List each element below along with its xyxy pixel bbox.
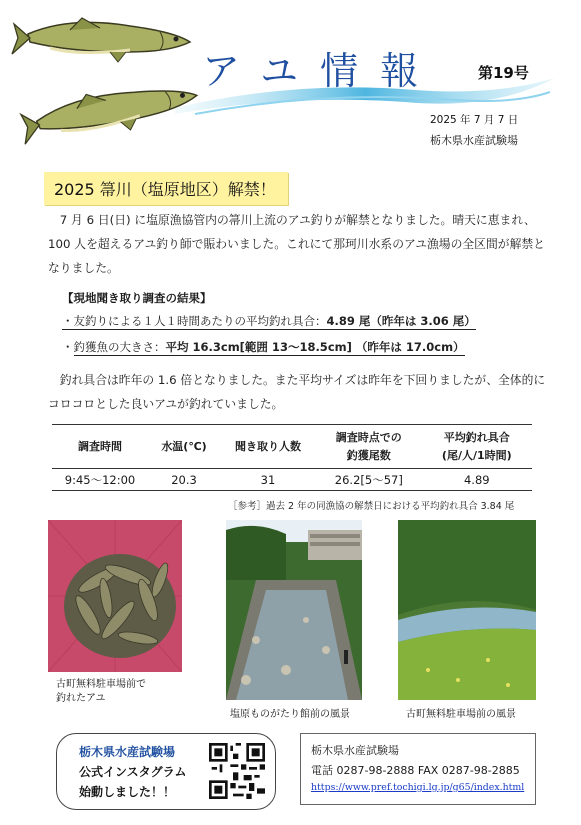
catch-rate-label: ・友釣りによる１人１時間あたりの平均釣れ具合： [62, 314, 327, 328]
contact-name: 栃木県水産試験場 [311, 744, 399, 757]
headline-banner: 2025 箒川（塩原地区）解禁！ [44, 172, 288, 205]
column-header: 平均釣れ具合 (尾/人/1時間) [422, 425, 532, 469]
contact-phone: 電話 0287-98-2888 FAX 0287-98-2885 [311, 764, 520, 777]
insta-line: 公式インスタグラム [79, 765, 187, 779]
insta-line: 始動しました！！ [79, 785, 176, 799]
publisher-org: 栃木県水産試験場 [430, 134, 518, 147]
intro-paragraph: 7 月 6 日(日) に塩原漁協管内の箒川上流のアユ釣りが解禁となりました。晴天に恵まれ、100 人を超えるアユ釣り師で賑わいました。これにて那珂川水系のアユ漁場の全区間が解禁となりました。 [48, 213, 545, 275]
table-cell: 26.2[5～57] [316, 469, 422, 491]
column-header: 調査時点での 釣獲尾数 [316, 425, 422, 469]
photo-caption: 古町無料駐車場前の風景 [406, 709, 516, 720]
fish-size-value: 平均 16.3cm[範囲 13～18.5cm] （昨年は 17.0cm） [165, 340, 465, 354]
table-cell: 20.3 [148, 469, 220, 491]
page-title: アユ情報 [202, 49, 441, 93]
catch-rate-value: 4.89 尾（昨年は 3.06 尾） [326, 314, 476, 328]
survey-table [52, 424, 532, 491]
photo-caption: 古町無料駐車場前で 釣れたアユ [56, 679, 146, 704]
reference-note: ［参考］過去 2 年の同漁協の解禁日における平均釣れ具合 3.84 尾 [228, 501, 515, 512]
table-cell: 4.89 [422, 469, 532, 491]
table-cell: 9:45～12:00 [52, 469, 148, 491]
publish-date: 2025 年 7 月 7 日 [430, 114, 519, 126]
photo-caption: 塩原ものがたり館前の風景 [230, 709, 350, 720]
instagram-announcement [56, 733, 276, 810]
ayu-fish-illustration [10, 8, 200, 158]
contact-box [300, 733, 536, 805]
fish-size-bullet: ・釣獲魚の大きさ：平均 16.3cm[範囲 13～18.5cm] （昨年は 17.0cm） [62, 340, 465, 354]
insta-title: 栃木県水産試験場 [79, 745, 176, 759]
qr-code-icon[interactable] [209, 743, 265, 799]
catch-rate-bullet [62, 313, 476, 329]
photo-shiobara-monogatari [226, 520, 362, 700]
fish-size-label: 釣獲魚の大きさ： [73, 340, 166, 354]
photo-furumachi-parking [398, 520, 536, 700]
table-cell: 31 [220, 469, 316, 491]
issue-number: 第19号 [478, 64, 529, 82]
survey-heading: 【現地聞き取り調査の結果】 [62, 291, 212, 305]
column-header: 聞き取り人数 [220, 425, 316, 469]
table-header-row [52, 425, 532, 469]
summary-paragraph: 釣れ具合は昨年の 1.6 倍となりました。また平均サイズは昨年を下回りましたが、全体的にコロコロとした良いアユが釣れていました。 [48, 373, 546, 411]
contact-url-link[interactable]: https://www.pref.tochigi.lg.jp/g65/index.html [311, 782, 525, 793]
column-header: 水温(℃) [148, 425, 220, 469]
table-row [52, 469, 532, 491]
photo-caught-ayu [48, 520, 182, 672]
column-header: 調査時間 [52, 425, 148, 469]
